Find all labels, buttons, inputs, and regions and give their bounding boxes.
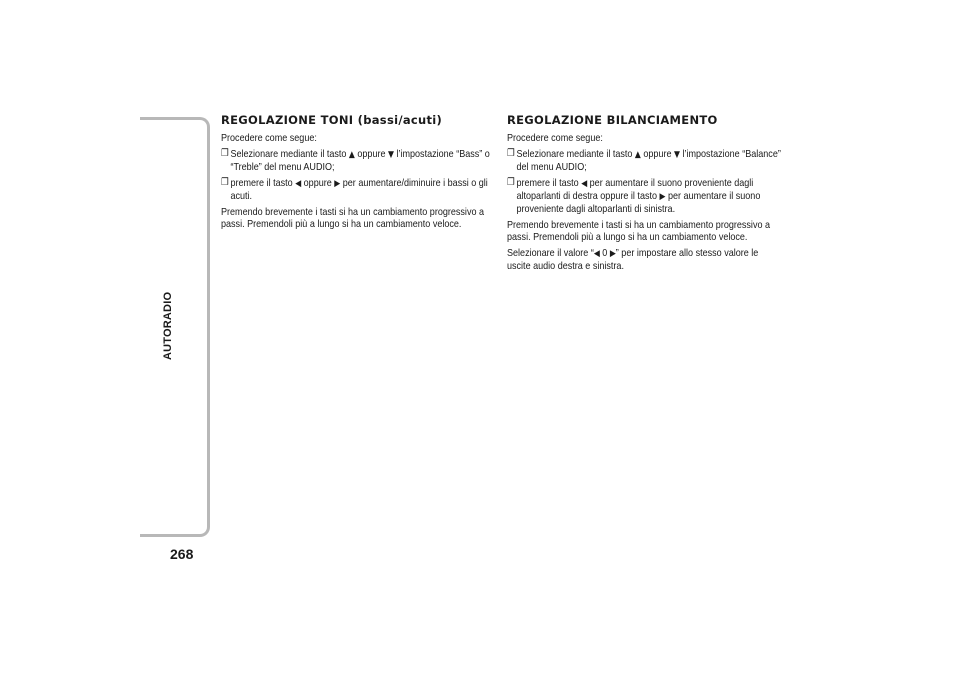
left-triangle-icon: ◀ <box>593 249 600 259</box>
right-triangle-icon: ▶ <box>334 179 341 189</box>
intro-text: Procedere come segue: <box>221 132 317 144</box>
bullet-text: premere il tasto ◀ oppure ▶ per aumentare/diminuire i bassi o gli acuti. <box>230 177 488 202</box>
right-triangle-icon: ▶ <box>609 249 616 259</box>
checkbox-bullet-icon: ❐ <box>507 177 515 188</box>
checkbox-bullet-icon: ❐ <box>221 177 229 188</box>
left-triangle-icon: ◀ <box>295 179 302 189</box>
up-triangle-icon: ▲ <box>348 150 355 160</box>
left-triangle-icon: ◀ <box>581 179 588 189</box>
bullet-text: premere il tasto ◀ per aumentare il suono proveniente dagli altoparlanti di destra oppure il tasto ▶ per aumentare il suono proveniente dagli altoparlanti di sinistra. <box>516 177 761 215</box>
bullet-item <box>221 148 495 173</box>
heading-bilanciamento: REGOLAZIONE BILANCIAMENTO <box>507 113 718 127</box>
right-column <box>507 114 782 276</box>
bullet-text: Selezionare mediante il tasto ▲ oppure ▼ l’impostazione “Balance” del menu AUDIO; <box>516 148 781 173</box>
bullet-item <box>507 177 781 215</box>
left-column <box>221 114 496 234</box>
section-label: AUTORADIO <box>162 291 174 360</box>
intro-text: Procedere come segue: <box>507 132 603 144</box>
checkbox-bullet-icon: ❐ <box>221 148 229 159</box>
page-number: 268 <box>170 546 194 562</box>
bullet-text: Selezionare mediante il tasto ▲ oppure ▼ l’impostazione “Bass” o “Treble” del menu AUDIO; <box>230 148 490 173</box>
checkbox-bullet-icon: ❐ <box>507 148 515 159</box>
bullet-item <box>507 148 781 173</box>
bullet-item <box>221 177 495 202</box>
body-paragraph: Premendo brevemente i tasti si ha un cambiamento progressivo a passi. Premendoli più a lungo si ha un cambiamento veloce. <box>507 219 771 243</box>
heading-toni: REGOLAZIONE TONI (bassi/acuti) <box>221 113 443 127</box>
body-paragraph: Premendo brevemente i tasti si ha un cambiamento progressivo a passi. Premendoli più a lungo si ha un cambiamento veloce. <box>221 206 485 230</box>
down-triangle-icon: ▼ <box>388 150 394 160</box>
body-paragraph: Selezionare il valore “◀ 0 ▶” per impostare allo stesso valore le uscite audio destra e sinistra. <box>507 247 759 272</box>
right-triangle-icon: ▶ <box>659 192 666 202</box>
up-triangle-icon: ▲ <box>634 150 641 160</box>
down-triangle-icon: ▼ <box>674 150 680 160</box>
